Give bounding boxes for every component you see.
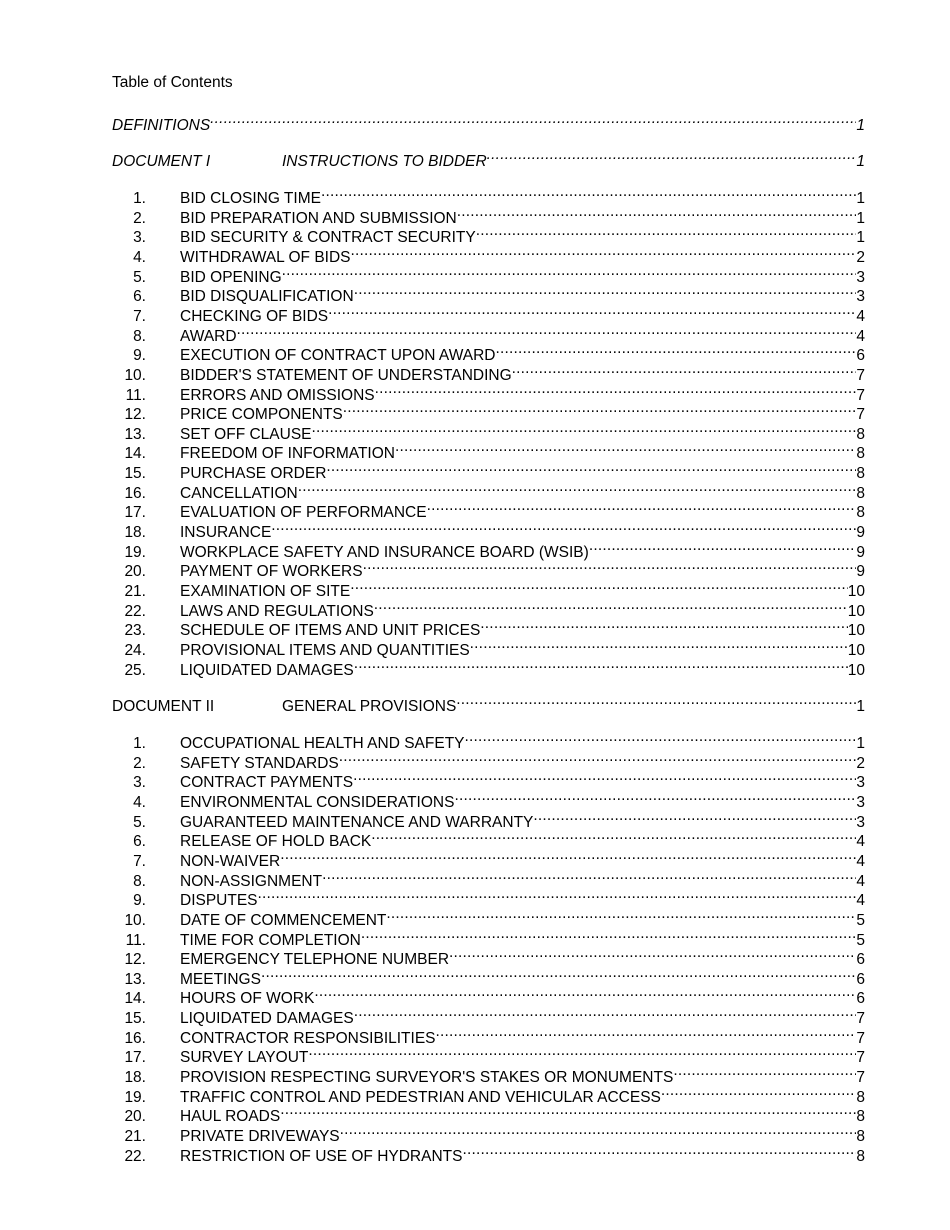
dot-leader <box>361 925 857 945</box>
toc-item[interactable] <box>112 635 865 659</box>
toc-item-label: GUARANTEED MAINTENANCE AND WARRANTY <box>180 813 534 831</box>
toc-item-number: 22. <box>124 1147 146 1165</box>
dot-leader <box>280 846 856 866</box>
toc-item-label: LAWS AND REGULATIONS <box>180 602 374 620</box>
dot-leader <box>258 885 857 905</box>
dot-leader <box>340 1121 857 1141</box>
toc-item-page: 8 <box>856 484 865 502</box>
toc-item[interactable] <box>112 556 865 581</box>
toc-item[interactable] <box>112 438 865 463</box>
dot-leader <box>673 1062 856 1082</box>
toc-item[interactable] <box>112 983 865 1008</box>
toc-item-page: 8 <box>856 1088 865 1106</box>
dot-leader <box>282 262 857 282</box>
toc-item[interactable] <box>112 866 865 890</box>
dot-leader <box>487 146 857 166</box>
toc-item-number: 19. <box>124 543 146 561</box>
toc-entry-page: 1 <box>856 698 865 715</box>
toc-item[interactable] <box>112 885 865 910</box>
toc-entry-document-2[interactable] <box>112 691 865 715</box>
toc-item-number: 19. <box>124 1088 146 1106</box>
toc-item[interactable] <box>112 1042 865 1067</box>
toc-item-page: 4 <box>856 872 865 890</box>
toc-item-label: TIME FOR COMPLETION <box>180 931 361 949</box>
toc-item-page: 4 <box>856 892 865 910</box>
dot-leader <box>339 748 857 768</box>
toc-item[interactable] <box>112 497 865 522</box>
toc-item-page: 9 <box>856 543 865 561</box>
toc-item-page: 8 <box>856 1128 865 1145</box>
toc-item-label: AWARD <box>180 327 237 345</box>
toc-item-label: HOURS OF WORK <box>180 990 315 1008</box>
dot-leader <box>436 1023 857 1043</box>
dot-leader <box>363 556 857 576</box>
toc-item[interactable] <box>112 596 865 620</box>
toc-item[interactable] <box>112 846 865 870</box>
toc-item-number: 18. <box>124 524 146 542</box>
toc-item-number: 10. <box>124 911 146 929</box>
toc-item-label: PAYMENT OF WORKERS <box>180 563 363 581</box>
toc-item[interactable] <box>112 419 865 443</box>
toc-item-page: 5 <box>856 911 865 929</box>
dot-leader <box>326 458 856 478</box>
toc-item-number: 23. <box>124 622 146 640</box>
toc-item[interactable] <box>112 517 865 542</box>
toc-entry-page: 1 <box>856 153 865 170</box>
document-number: DOCUMENT I <box>112 153 211 170</box>
toc-item-number: 5. <box>133 813 146 831</box>
toc-item-page: 3 <box>856 288 865 306</box>
toc-item[interactable] <box>112 399 865 424</box>
toc-item-page: 7 <box>856 1049 865 1067</box>
toc-entry-label: INSTRUCTIONS TO BIDDER <box>282 153 487 170</box>
toc-item[interactable] <box>112 1101 865 1126</box>
toc-item[interactable] <box>112 1003 865 1028</box>
dot-leader <box>261 964 856 984</box>
toc-item-page: 8 <box>856 1147 865 1165</box>
toc-item-label: MEETINGS <box>180 970 261 988</box>
toc-item-number: 5. <box>133 268 146 286</box>
toc-item-label: NON-ASSIGNMENT <box>180 872 323 890</box>
dot-leader <box>476 222 857 242</box>
toc-item[interactable] <box>112 478 865 502</box>
toc-item-page: 10 <box>847 583 865 600</box>
toc-item[interactable] <box>112 301 865 325</box>
dot-leader <box>457 203 857 223</box>
toc-item[interactable] <box>112 203 865 227</box>
toc-item-number: 11. <box>125 386 146 404</box>
toc-item-page: 6 <box>856 347 865 365</box>
toc-item[interactable] <box>112 787 865 811</box>
toc-item-number: 12. <box>124 406 146 424</box>
toc-item-page: 8 <box>856 445 865 463</box>
toc-item[interactable] <box>112 281 865 306</box>
toc-item[interactable] <box>112 1023 865 1047</box>
toc-item[interactable] <box>112 1062 865 1087</box>
toc-item-page: 6 <box>856 951 865 969</box>
toc-item-label: RELEASE OF HOLD BACK <box>180 833 372 851</box>
toc-item[interactable] <box>112 826 865 851</box>
dot-leader <box>371 826 856 846</box>
toc-item-label: CHECKING OF BIDS <box>180 307 329 325</box>
toc-item-label: BIDDER'S STATEMENT OF UNDERSTANDING <box>180 366 512 384</box>
dot-leader <box>480 615 847 635</box>
dot-leader <box>449 944 856 964</box>
toc-item-page: 7 <box>856 386 865 404</box>
toc-item-number: 14. <box>124 990 146 1008</box>
toc-item[interactable] <box>112 537 865 561</box>
toc-item-number: 3. <box>133 229 146 247</box>
toc-item-number: 16. <box>124 484 146 502</box>
toc-item-label: HAUL ROADS <box>180 1108 281 1126</box>
dot-leader <box>353 767 856 787</box>
toc-entry-page: 1 <box>856 117 865 134</box>
toc-item-label: ENVIRONMENTAL CONSIDERATIONS <box>180 793 455 811</box>
toc-item-number: 15. <box>124 465 146 483</box>
toc-item-label: EXAMINATION OF SITE <box>180 583 351 600</box>
toc-item-number: 2. <box>133 754 146 772</box>
toc-item-label: SAFETY STANDARDS <box>180 754 339 772</box>
toc-item-label: PROVISIONAL ITEMS AND QUANTITIES <box>180 641 470 659</box>
dot-leader <box>321 183 856 203</box>
toc-item-label: DISPUTES <box>180 892 258 910</box>
toc-item[interactable] <box>112 183 865 207</box>
toc-item-page: 3 <box>856 813 865 831</box>
toc-item-number: 25. <box>124 661 146 679</box>
toc-item-number: 15. <box>124 1010 146 1028</box>
toc-entry-label: DEFINITIONS <box>112 117 211 134</box>
dot-leader <box>312 419 857 439</box>
dot-leader <box>661 1082 857 1102</box>
toc-item-label: TRAFFIC CONTROL AND PEDESTRIAN AND VEHICULAR ACCESS <box>180 1088 661 1106</box>
toc-item[interactable] <box>112 1141 865 1165</box>
toc-item[interactable] <box>112 262 865 286</box>
toc-item[interactable] <box>112 1121 865 1145</box>
toc-item[interactable] <box>112 944 865 969</box>
toc-item-page: 7 <box>856 406 865 424</box>
dot-leader <box>343 399 857 419</box>
dot-leader <box>271 517 856 537</box>
toc-item-page: 5 <box>856 931 865 949</box>
toc-item[interactable] <box>112 615 865 640</box>
toc-item-page: 8 <box>856 425 865 443</box>
toc-item-page: 2 <box>856 248 865 266</box>
toc-item[interactable] <box>112 1082 865 1106</box>
toc-item-page: 10 <box>847 641 865 659</box>
toc-item-page: 7 <box>856 1069 865 1087</box>
toc-item-label: NON-WAIVER <box>180 852 281 870</box>
toc-entry-definitions[interactable] <box>112 110 865 134</box>
dot-leader <box>350 576 848 596</box>
toc-item[interactable] <box>112 458 865 483</box>
toc-item[interactable] <box>112 728 865 752</box>
toc-item-label: BID DISQUALIFICATION <box>180 288 354 306</box>
toc-item-number: 4. <box>133 793 146 811</box>
toc-item-label: BID PREPARATION AND SUBMISSION <box>180 209 457 227</box>
toc-item-page: 3 <box>856 268 865 286</box>
dot-leader <box>314 983 856 1003</box>
dot-leader <box>354 655 848 675</box>
toc-item-number: 17. <box>124 1049 146 1067</box>
toc-item-number: 13. <box>124 425 146 443</box>
document-number: DOCUMENT II <box>112 698 215 715</box>
dot-leader <box>454 787 856 807</box>
toc-item[interactable] <box>112 767 865 792</box>
toc-item-number: 2. <box>133 209 146 227</box>
toc-item[interactable] <box>112 655 865 679</box>
dot-leader <box>470 635 848 655</box>
toc-item-page: 4 <box>856 852 865 870</box>
toc-item-page: 1 <box>856 229 865 247</box>
toc-item-page: 10 <box>847 622 865 640</box>
toc-item[interactable] <box>112 380 865 404</box>
dot-leader <box>512 360 857 380</box>
toc-item-page: 7 <box>856 366 865 384</box>
toc-item-number: 18. <box>124 1069 146 1087</box>
dot-leader <box>533 807 856 827</box>
toc-item-page: 8 <box>856 465 865 483</box>
toc-item-label: PROVISION RESPECTING SURVEYOR'S STAKES OR MONUMENTS <box>180 1069 674 1087</box>
toc-item-label: PRICE COMPONENTS <box>180 406 343 424</box>
toc-item-number: 12. <box>124 951 146 969</box>
toc-item-page: 10 <box>847 661 865 679</box>
toc-item-page: 1 <box>856 735 865 752</box>
dot-leader <box>354 1003 857 1023</box>
toc-item-page: 3 <box>856 774 865 792</box>
dot-leader <box>280 1101 856 1121</box>
toc-item[interactable] <box>112 576 865 600</box>
toc-item-page: 2 <box>856 754 865 772</box>
dot-leader <box>456 691 856 711</box>
toc-item-label: SET OFF CLAUSE <box>180 425 312 443</box>
toc-item[interactable] <box>112 748 865 772</box>
toc-item-number: 22. <box>124 602 146 620</box>
toc-item-number: 21. <box>124 1128 146 1145</box>
toc-item-label: LIQUIDATED DAMAGES <box>180 1010 354 1028</box>
toc-item-number: 7. <box>133 307 146 325</box>
toc-item-label: CONTRACTOR RESPONSIBILITIES <box>180 1029 436 1047</box>
toc-item-label: CANCELLATION <box>180 484 298 502</box>
toc-item-number: 20. <box>124 563 146 581</box>
toc-item[interactable] <box>112 340 865 365</box>
dot-leader <box>298 478 857 498</box>
toc-item-page: 10 <box>847 602 865 620</box>
toc-item[interactable] <box>112 964 865 988</box>
dot-leader <box>465 728 857 748</box>
toc-item-page: 1 <box>856 190 865 207</box>
dot-leader <box>210 110 856 130</box>
toc-item-label: WORKPLACE SAFETY AND INSURANCE BOARD (WSIB) <box>180 543 589 561</box>
toc-item-label: BID CLOSING TIME <box>180 190 321 207</box>
toc-item-number: 6. <box>133 288 146 306</box>
toc-item-label: SURVEY LAYOUT <box>180 1049 309 1067</box>
toc-item-number: 7. <box>133 852 146 870</box>
toc-item-number: 13. <box>124 970 146 988</box>
toc-item-number: 6. <box>133 833 146 851</box>
dot-leader <box>328 301 856 321</box>
dot-leader <box>589 537 857 557</box>
dot-leader <box>495 340 856 360</box>
toc-item-number: 16. <box>124 1029 146 1047</box>
toc-item-number: 1. <box>133 190 146 207</box>
toc-item[interactable] <box>112 925 865 949</box>
dot-leader <box>462 1141 856 1161</box>
toc-item-label: PURCHASE ORDER <box>180 465 327 483</box>
toc-item-number: 8. <box>133 872 146 890</box>
toc-title: Table of Contents <box>112 74 233 91</box>
dot-leader <box>386 905 856 925</box>
toc-item-label: PRIVATE DRIVEWAYS <box>180 1128 340 1145</box>
toc-item-page: 6 <box>856 990 865 1008</box>
toc-item-page: 7 <box>856 1010 865 1028</box>
toc-item-label: LIQUIDATED DAMAGES <box>180 661 354 679</box>
toc-item-number: 9. <box>133 892 146 910</box>
toc-item-page: 6 <box>856 970 865 988</box>
dot-leader <box>395 438 856 458</box>
toc-item-page: 4 <box>856 833 865 851</box>
dot-leader <box>351 242 857 262</box>
dot-leader <box>354 281 857 301</box>
toc-item-number: 24. <box>124 641 146 659</box>
toc-item-label: SCHEDULE OF ITEMS AND UNIT PRICES <box>180 622 481 640</box>
toc-item-number: 11. <box>125 931 146 949</box>
toc-item-page: 7 <box>856 1029 865 1047</box>
toc-item[interactable] <box>112 905 865 929</box>
toc-item[interactable] <box>112 222 865 247</box>
toc-item-page: 3 <box>856 793 865 811</box>
toc-item[interactable] <box>112 360 865 384</box>
toc-item[interactable] <box>112 321 865 345</box>
toc-item-label: DATE OF COMMENCEMENT <box>180 911 387 929</box>
toc-entry-label: GENERAL PROVISIONS <box>282 698 457 715</box>
toc-item-page: 4 <box>856 327 865 345</box>
toc-item-page: 4 <box>856 307 865 325</box>
toc-item-label: FREEDOM OF INFORMATION <box>180 445 395 463</box>
toc-item-number: 4. <box>133 248 146 266</box>
toc-entry-document-1[interactable] <box>112 146 865 170</box>
toc-item-label: OCCUPATIONAL HEALTH AND SAFETY <box>180 735 465 752</box>
toc-item-label: WITHDRAWAL OF BIDS <box>180 248 351 266</box>
dot-leader <box>322 866 856 886</box>
toc-item-number: 17. <box>124 504 146 522</box>
toc-item-number: 20. <box>124 1108 146 1126</box>
toc-item-number: 9. <box>133 347 146 365</box>
dot-leader <box>237 321 857 341</box>
dot-leader <box>308 1042 856 1062</box>
toc-item-page: 8 <box>856 1108 865 1126</box>
toc-item-label: ERRORS AND OMISSIONS <box>180 386 375 404</box>
toc-item-label: BID OPENING <box>180 268 282 286</box>
toc-item[interactable] <box>112 242 865 266</box>
toc-item-label: EXECUTION OF CONTRACT UPON AWARD <box>180 347 496 365</box>
toc-item-label: CONTRACT PAYMENTS <box>180 774 354 792</box>
toc-item-page: 1 <box>856 209 865 227</box>
toc-item[interactable] <box>112 807 865 831</box>
toc-item-label: EVALUATION OF PERFORMANCE <box>180 504 427 522</box>
toc-item-number: 14. <box>124 445 146 463</box>
toc-item-label: INSURANCE <box>180 524 272 542</box>
toc-item-number: 8. <box>133 327 146 345</box>
dot-leader <box>427 497 857 517</box>
toc-item-label: RESTRICTION OF USE OF HYDRANTS <box>180 1147 463 1165</box>
toc-item-number: 10. <box>124 366 146 384</box>
toc-item-page: 9 <box>856 563 865 581</box>
toc-item-number: 3. <box>133 774 146 792</box>
toc-item-page: 8 <box>856 504 865 522</box>
toc-item-number: 21. <box>124 583 146 600</box>
toc-item-label: EMERGENCY TELEPHONE NUMBER <box>180 951 450 969</box>
toc-item-number: 1. <box>133 735 146 752</box>
toc-item-page: 9 <box>856 524 865 542</box>
toc-item-label: BID SECURITY & CONTRACT SECURITY <box>180 229 476 247</box>
dot-leader <box>374 596 848 616</box>
dot-leader <box>375 380 857 400</box>
